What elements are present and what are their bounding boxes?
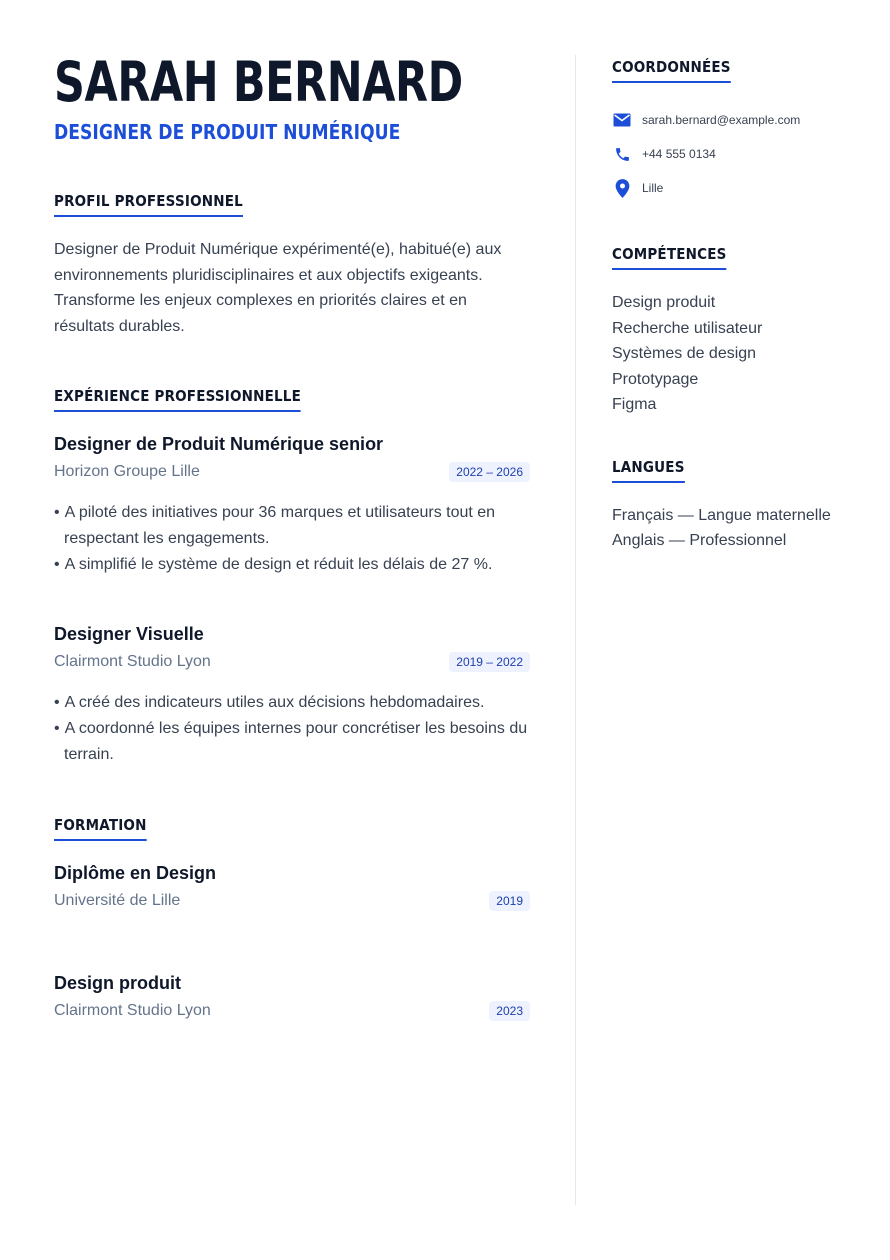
job-title: Designer Visuelle	[54, 624, 204, 644]
education-entry	[54, 971, 530, 1021]
languages-section	[612, 458, 842, 554]
job-entry	[54, 432, 530, 578]
company-name: Horizon Groupe Lille	[54, 463, 200, 480]
school-name: Clairmont Studio Lyon	[54, 1002, 211, 1019]
education-section	[54, 816, 530, 1021]
education-entry	[54, 861, 530, 911]
skill-item: Systèmes de design	[612, 345, 757, 362]
location-pin-icon	[612, 178, 632, 198]
skill-item: Recherche utilisateur	[612, 319, 763, 337]
degree-title: Diplôme en Design	[54, 863, 217, 883]
contact-section	[612, 58, 842, 205]
job-title: Designer de Produit Numérique senior	[54, 434, 384, 454]
contact-list	[612, 103, 842, 205]
contact-email[interactable]	[612, 103, 842, 137]
year-badge: 2023	[489, 1001, 530, 1021]
person-name: SARAH BERNARD	[54, 50, 463, 114]
degree-title: Design produit	[54, 973, 181, 993]
year-badge: 2019	[489, 891, 530, 911]
skills-section	[612, 245, 842, 418]
column-divider	[575, 55, 576, 1205]
side-column	[612, 58, 842, 554]
skills-list	[612, 290, 842, 418]
education-heading: FORMATION	[54, 816, 147, 841]
location-text: Lille	[642, 181, 664, 195]
skills-heading: COMPÉTENCES	[612, 245, 726, 270]
date-badge: 2019 – 2022	[449, 652, 530, 672]
job-entry	[54, 622, 530, 768]
main-column	[54, 52, 530, 1021]
profile-heading: PROFIL PROFESSIONNEL	[54, 192, 243, 217]
language-item: Anglais — Professionnel	[612, 532, 787, 549]
job-role: DESIGNER DE PRODUIT NUMÉRIQUE	[54, 120, 401, 144]
education-meta	[54, 1001, 530, 1021]
job-bullet: • A piloté des initiatives pour 36 marques et utilisateurs tout en respectant les engagements.	[54, 500, 530, 552]
company-name: Clairmont Studio Lyon	[54, 653, 211, 670]
skill-item: Prototypage	[612, 370, 699, 388]
job-bullet: • A créé des indicateurs utiles aux décisions hebdomadaires.	[54, 690, 530, 716]
job-bullet: • A simplifié le système de design et réduit les délais de 27 %.	[54, 552, 530, 578]
school-name: Université de Lille	[54, 892, 181, 909]
skill-item: Design produit	[612, 294, 716, 311]
contact-location	[612, 171, 842, 205]
languages-heading: LANGUES	[612, 458, 685, 483]
contact-phone[interactable]	[612, 137, 842, 171]
email-text: sarah.bernard@example.com	[642, 113, 801, 127]
education-meta	[54, 891, 530, 911]
job-bullet: • A coordonné les équipes internes pour concrétiser les besoins du terrain.	[54, 716, 530, 768]
mail-icon	[612, 110, 632, 130]
job-meta	[54, 652, 530, 672]
language-item: Français — Langue maternelle	[612, 506, 831, 524]
contact-heading: COORDONNÉES	[612, 58, 731, 83]
job-bullets	[54, 500, 530, 578]
skill-item: Figma	[612, 396, 657, 413]
date-badge: 2022 – 2026	[449, 462, 530, 482]
experience-section	[54, 387, 530, 768]
profile-section	[54, 192, 530, 339]
job-meta	[54, 462, 530, 482]
profile-text: Designer de Produit Numérique expérimenté(e), habitué(e) aux environnements pluridisciplinaires et aux objectifs exigeants. Transforme les enjeux complexes en priorités claires et en résultats durables.	[54, 241, 502, 335]
phone-icon	[612, 144, 632, 164]
job-bullets	[54, 690, 530, 768]
languages-list	[612, 503, 842, 554]
experience-heading: EXPÉRIENCE PROFESSIONNELLE	[54, 387, 301, 412]
phone-text: +44 555 0134	[642, 147, 716, 161]
